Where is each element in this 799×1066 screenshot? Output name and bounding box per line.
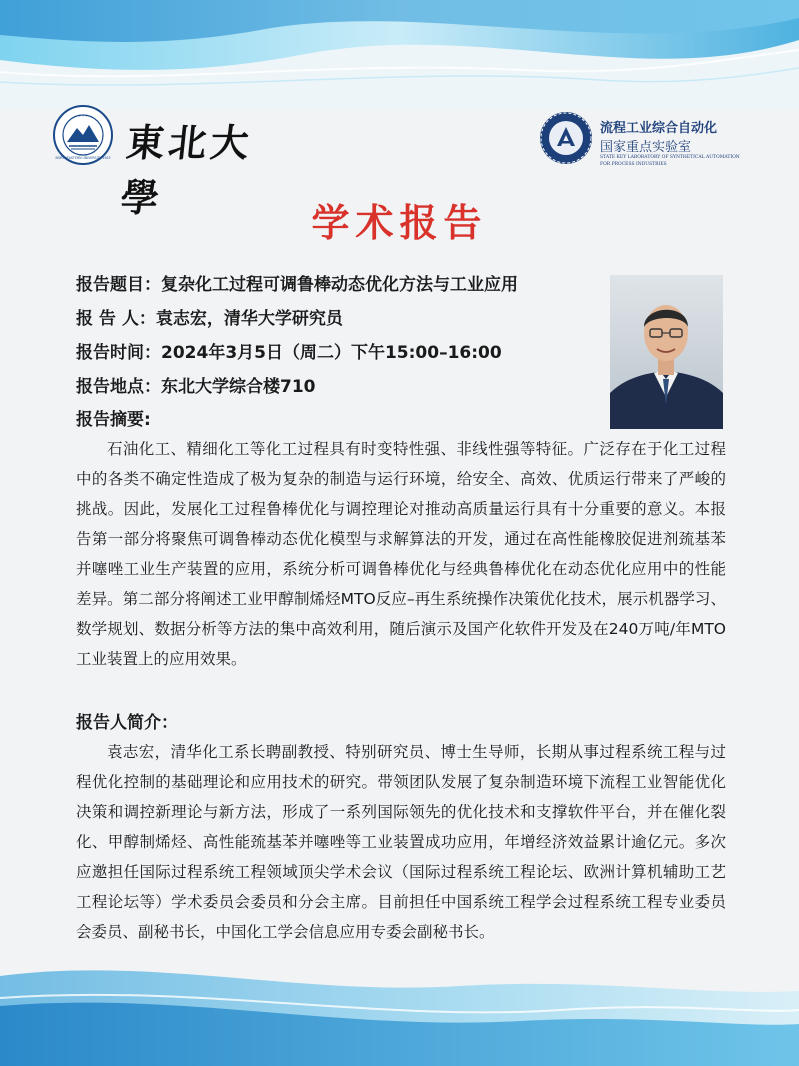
lab-emblem-icon	[538, 110, 594, 166]
topic-label: 报告题目：	[76, 275, 161, 295]
place-label: 报告地点：	[76, 377, 161, 397]
speaker-photo	[610, 275, 723, 429]
bottom-wave-decoration	[0, 936, 799, 1066]
university-name: 東北大學	[118, 120, 255, 220]
time-row	[76, 338, 596, 372]
place-row	[76, 372, 596, 406]
place-value: 东北大学综合楼710	[161, 377, 316, 397]
university-seal-icon	[52, 104, 114, 166]
lab-logo	[538, 110, 768, 172]
university-logo	[52, 104, 255, 220]
speaker-portrait-icon	[610, 275, 723, 429]
topic-value: 复杂化工过程可调鲁棒动态优化方法与工业应用	[161, 275, 518, 295]
bio-text: 袁志宏，清华化工系长聘副教授、特别研究员、博士生导师，长期从事过程系统工程与过程优化控制的基础理论和应用技术的研究。带领团队发展了复杂制造环境下流程工业智能优化决策和调控新理论与新方法，形成了一系列国际领先的优化技术和支撑软件平台，并在催化裂化、甲醇制烯烃、高性能巯基苯并噻唑等工业装置成功应用，年增经济效益累计逾亿元。多次应邀担任国际过程系统工程领域顶尖学术会议（国际过程系统工程论坛、欧洲计算机辅助工艺工程论坛等）学术委员会委员和分会主席。目前担任中国系统工程学会过程系统工程专业委员会委员、副秘书长，中国化工学会信息应用专委会副秘书长。	[76, 743, 726, 941]
lab-name-en-line1: STATE KEY LABORATORY OF SYNTHETICAL AUTOMATION	[600, 155, 740, 160]
seal-text: NORTHEASTERN UNIVERSITY 1923	[55, 156, 111, 160]
topic-row	[76, 270, 596, 304]
lab-name-line2: 国家重点实验室	[600, 140, 692, 155]
page-title: 学术报告	[311, 201, 488, 245]
speaker-row	[76, 304, 596, 338]
speaker-value: 袁志宏，清华大学研究员	[155, 309, 343, 329]
bio-heading: 报告人简介：	[76, 713, 178, 733]
abstract-heading: 报告摘要:	[76, 410, 151, 430]
abstract-text: 石油化工、精细化工等化工过程具有时变特性强、非线性强等特征。广泛存在于化工过程中的各类不确定性造成了极为复杂的制造与运行环境，给安全、高效、优质运行带来了严峻的挑战。因此，发展化工过程鲁棒优化与调控理论对推动高质量运行具有十分重要的意义。本报告第一部分将聚焦可调鲁棒动态优化模型与求解算法的开发，通过在高性能橡胶促进剂巯基苯并噻唑工业生产装置的应用，系统分析可调鲁棒优化与经典鲁棒优化在动态优化应用中的性能差异。第二部分将阐述工业甲醇制烯烃MTO反应–再生系统操作决策优化技术，展示机器学习、数学规划、数据分析等方法的集中高效利用，随后演示及国产化软件开发及在240万吨/年MTO工业装置上的应用效果。	[76, 440, 726, 668]
time-value: 2024年3月5日（周二）下午15:00–16:00	[161, 343, 502, 363]
lab-name-line1: 流程工业综合自动化	[600, 121, 718, 136]
speaker-label: 报 告 人：	[76, 309, 156, 329]
talk-info	[76, 270, 596, 406]
time-label: 报告时间：	[76, 343, 161, 363]
top-wave-decoration	[0, 0, 799, 110]
lab-name-en-line2: FOR PROCESS INDUSTRIES	[600, 162, 667, 167]
svg-text:· · ·: · · ·	[79, 114, 87, 120]
